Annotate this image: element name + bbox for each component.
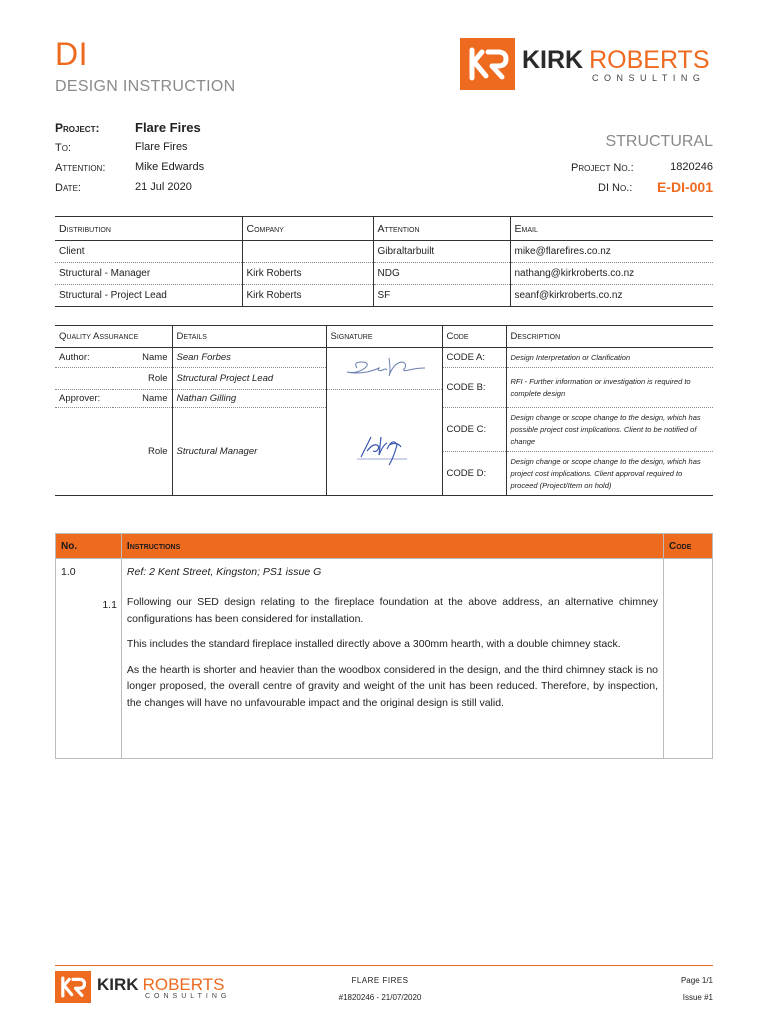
approver-signature-image [327, 411, 441, 471]
code-a-label: CODE A: [442, 348, 506, 368]
approver-label: Approver: [55, 390, 113, 408]
kr-monogram-icon [55, 971, 91, 1003]
logo-roberts-text: ROBERTS [142, 974, 225, 994]
approver-role: Structural Manager [172, 408, 326, 496]
distribution-cell: Structural - Project Lead [59, 290, 167, 301]
column-header-description: Description [506, 326, 713, 348]
distribution-cell: Client [55, 241, 242, 263]
distribution-table [55, 216, 713, 307]
to-label: To: [55, 142, 71, 154]
attention-cell: Gibraltarbuilt [373, 241, 510, 263]
item-number: 1.0 [61, 566, 76, 578]
role-label: Role [113, 368, 172, 390]
item-number-cell [56, 559, 122, 759]
company-cell: Kirk Roberts [242, 285, 373, 307]
instruction-body [121, 559, 663, 759]
logo-kirk-text: KIRK [522, 45, 584, 74]
column-header-signature: Signature [326, 326, 442, 348]
code-b-description: RFI - Further information or investigation is required to complete design [506, 368, 713, 408]
code-a-description: Design Interpretation or Clarification [506, 348, 713, 368]
footer-divider [55, 965, 713, 966]
logo-kirk-text: KIRK [97, 974, 139, 994]
attention-label: Attention: [55, 162, 106, 174]
date-label: Date: [55, 182, 81, 194]
table-header-row [55, 217, 713, 241]
table-header-row [56, 534, 713, 559]
date-value: 21 Jul 2020 [135, 181, 192, 193]
name-label: Name [113, 348, 172, 368]
column-header-code: Code [442, 326, 506, 348]
logo-consulting-text: CONSULTING [592, 72, 706, 83]
table-row [55, 285, 713, 307]
author-label: Author: [55, 348, 113, 368]
project-number-value: 1820246 [670, 161, 713, 173]
author-signature [326, 348, 442, 390]
company-cell [242, 241, 373, 263]
table-row [55, 348, 713, 368]
email-cell: mike@flarefires.co.nz [510, 241, 713, 263]
column-header-no: No. [56, 534, 122, 559]
table-header-row [55, 326, 713, 348]
logo-roberts-text: ROBERTS [589, 45, 710, 74]
instruction-paragraph: As the hearth is shorter and heavier than the woodbox considered in the design, and the third chimney stack is no longer proposed, the overall centre of gravity and weight of the unit has been reduced. Therefore, by inspection, the changes will have no unfavourable impact and the original design is still valid. [126, 663, 659, 709]
attention-value: Mike Edwards [135, 161, 205, 173]
approver-signature [326, 390, 442, 496]
instruction-paragraph: Following our SED design relating to the fireplace foundation at the above address, an alternative chimney configurations has been considered for installation. [126, 596, 659, 625]
document-type-subtitle: DESIGN INSTRUCTION [55, 78, 236, 95]
author-name: Sean Forbes [172, 348, 326, 368]
footer-project-name: FLARE FIRES [351, 976, 409, 985]
code-c-description: Design change or scope change to the design, which has possible project cost implications. Client to be notified of change [506, 408, 713, 452]
discipline-label: STRUCTURAL [605, 133, 713, 150]
column-header-instructions: Instructions [121, 534, 663, 559]
instruction-code-cell [664, 559, 713, 759]
footer-logo [55, 971, 230, 1003]
code-d-label: CODE D: [442, 452, 506, 496]
logo-consulting-text: CONSULTING [145, 992, 231, 1000]
column-header-email: Email [510, 217, 713, 241]
table-row [55, 263, 713, 285]
footer-page-number: Page 1/1 [680, 976, 713, 985]
column-header-quality-assurance: Quality Assurance [55, 326, 172, 348]
column-header-code: Code [664, 534, 713, 559]
email-cell: seanf@kirkroberts.co.nz [510, 285, 713, 307]
approver-name: Nathan Gilling [172, 390, 326, 408]
name-label: Name [113, 390, 172, 408]
role-label: Role [147, 446, 168, 457]
column-header-company: Company [242, 217, 373, 241]
email-cell: nathang@kirkroberts.co.nz [510, 263, 713, 285]
attention-cell: SF [373, 285, 510, 307]
to-value: Flare Fires [135, 141, 188, 153]
kr-monogram-icon [460, 38, 515, 90]
quality-assurance-table [55, 325, 713, 496]
footer-reference: #1820246 - 21/07/2020 [338, 993, 422, 1002]
project-label: Project: [55, 121, 100, 135]
instruction-reference: Ref: 2 Kent Street, Kingston; PS1 issue G [126, 566, 322, 578]
company-cell: Kirk Roberts [242, 263, 373, 285]
code-b-label: CODE B: [442, 368, 506, 408]
code-c-label: CODE C: [442, 408, 506, 452]
author-role: Structural Project Lead [172, 368, 326, 390]
document-type-title: DI [55, 36, 88, 72]
column-header-attention: Attention [373, 217, 510, 241]
instruction-paragraph: This includes the standard fireplace installed directly above a 300mm hearth, with a double chimney stack. [126, 638, 621, 650]
instructions-table [55, 533, 713, 759]
company-logo [460, 38, 710, 90]
code-d-description: Design change or scope change to the design, which has project cost implications. Client approval required to proceed (Project/Item on hold) [506, 452, 713, 496]
table-row [56, 559, 713, 759]
author-signature-image [327, 348, 441, 386]
distribution-cell: Structural - Manager [55, 263, 242, 285]
sub-item-number: 1.1 [102, 599, 117, 611]
project-value: Flare Fires [135, 120, 201, 135]
attention-cell: NDG [373, 263, 510, 285]
project-number-label: Project No.: [571, 162, 634, 174]
table-row [55, 241, 713, 263]
di-number-value: E-DI-001 [656, 179, 713, 195]
di-number-label: DI No.: [598, 182, 633, 194]
column-header-distribution: Distribution [55, 217, 242, 241]
footer-issue-number: Issue #1 [682, 993, 713, 1002]
column-header-details: Details [172, 326, 326, 348]
